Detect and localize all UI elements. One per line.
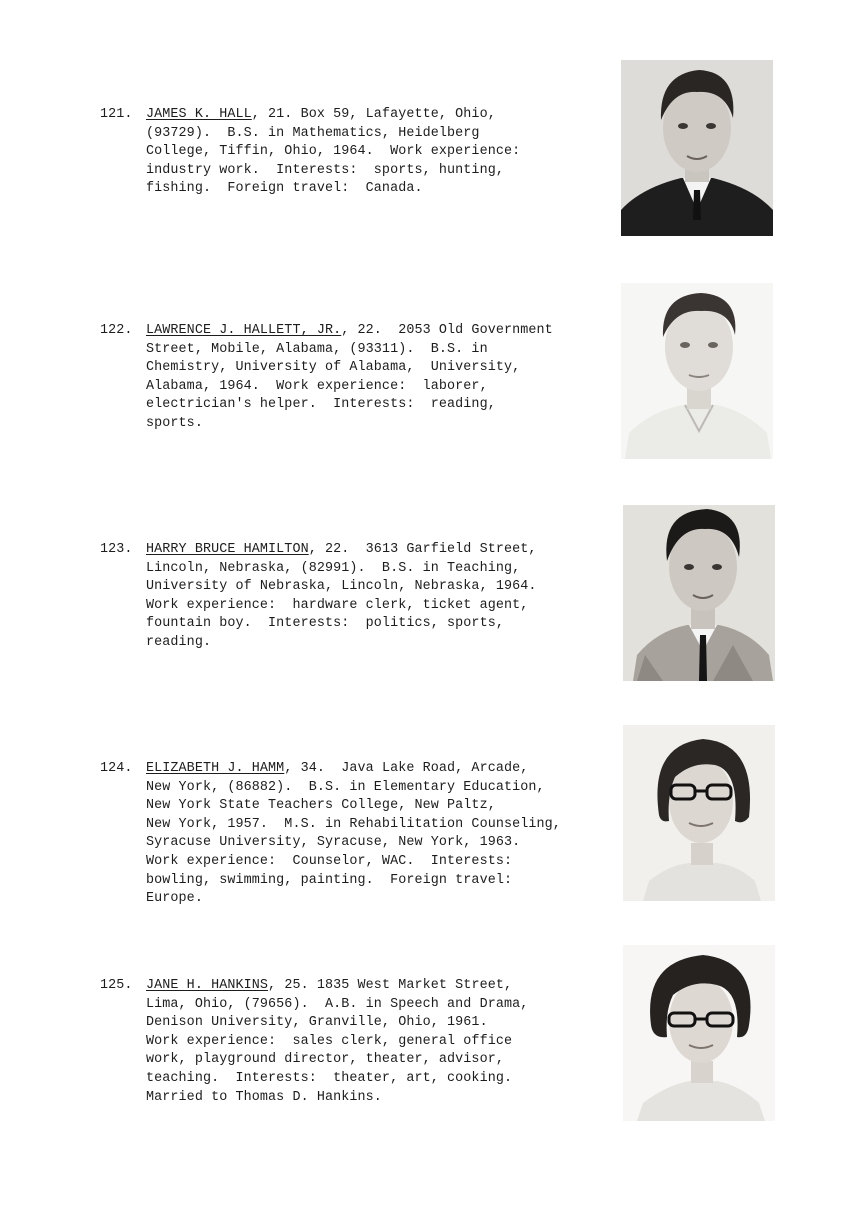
entry-line: work, playground director, theater, advisor,	[146, 1052, 504, 1068]
entry-line: (93729). B.S. in Mathematics, Heidelberg	[146, 125, 480, 141]
man-portrait-icon	[621, 283, 773, 459]
portrait-photo	[623, 725, 775, 901]
entry-line: Europe.	[146, 891, 203, 907]
entry-line: bowling, swimming, painting. Foreign travel:	[146, 872, 513, 888]
entry-name: JANE H. HANKINS	[146, 978, 269, 993]
entry-line: Work experience: Counselor, WAC. Interests:	[146, 853, 513, 869]
entry-line: University of Nebraska, Lincoln, Nebraska, 1964.	[146, 579, 537, 595]
entry-line: Denison University, Granville, Ohio, 1961.	[146, 1015, 488, 1031]
entry-line: Married to Thomas D. Hankins.	[146, 1089, 382, 1105]
entry-line: , 22. 2053 Old Government	[341, 323, 553, 338]
entry-number: 124.	[100, 761, 133, 776]
entry-line: , 25. 1835 West Market Street,	[268, 978, 513, 993]
entry-line: Lincoln, Nebraska, (82991). B.S. in Teaching,	[146, 560, 521, 576]
entry-line: Street, Mobile, Alabama, (93311). B.S. in	[146, 341, 488, 357]
entry-line: New York, 1957. M.S. in Rehabilitation Counseling,	[146, 816, 561, 832]
entry-line: New York State Teachers College, New Paltz,	[146, 798, 496, 814]
entry-line: industry work. Interests: sports, hunting,	[146, 162, 504, 178]
entry-line: Work experience: hardware clerk, ticket agent,	[146, 597, 529, 613]
entry-name: LAWRENCE J. HALLETT, JR.	[146, 323, 342, 338]
woman-portrait-icon	[623, 945, 775, 1121]
entry-line: New York, (86882). B.S. in Elementary Education,	[146, 779, 545, 795]
entry-line: Work experience: sales clerk, general office	[146, 1033, 513, 1049]
entry-line: , 22. 3613 Garfield Street,	[308, 542, 537, 557]
entry-text	[100, 322, 620, 434]
entry-text	[100, 760, 620, 909]
entry-number: 122.	[100, 323, 133, 338]
entry-line: Lima, Ohio, (79656). A.B. in Speech and Drama,	[146, 996, 529, 1012]
portrait-photo	[621, 60, 773, 236]
entry-line: reading.	[146, 634, 212, 650]
entry-number: 125.	[100, 978, 133, 993]
portrait-photo	[623, 945, 775, 1121]
entry-name: ELIZABETH J. HAMM	[146, 761, 285, 776]
entry-line: , 34. Java Lake Road, Arcade,	[284, 761, 529, 776]
portrait-photo	[621, 283, 773, 459]
entry-line: teaching. Interests: theater, art, cooking.	[146, 1070, 513, 1086]
entry-line: fountain boy. Interests: politics, sports,	[146, 616, 504, 632]
entry-line: Alabama, 1964. Work experience: laborer,	[146, 378, 488, 394]
entry-name: JAMES K. HALL	[146, 107, 252, 122]
woman-portrait-icon	[623, 725, 775, 901]
entry-line: fishing. Foreign travel: Canada.	[146, 181, 423, 197]
entry-text	[100, 106, 620, 199]
entry-number: 123.	[100, 542, 133, 557]
entry-line: College, Tiffin, Ohio, 1964. Work experience:	[146, 144, 521, 160]
entry-name: HARRY BRUCE HAMILTON	[146, 542, 309, 557]
entry-line: electrician's helper. Interests: reading,	[146, 397, 496, 413]
entry-line: Syracuse University, Syracuse, New York, 1963.	[146, 835, 521, 851]
entry-text	[100, 977, 620, 1107]
entry-text	[100, 541, 620, 653]
portrait-photo	[623, 505, 775, 681]
man-portrait-icon	[621, 60, 773, 236]
man-portrait-icon	[623, 505, 775, 681]
entry-line: sports.	[146, 415, 203, 431]
entry-line: Chemistry, University of Alabama, University,	[146, 360, 521, 376]
entry-line: , 21. Box 59, Lafayette, Ohio,	[251, 107, 496, 122]
entry-number: 121.	[100, 107, 133, 122]
